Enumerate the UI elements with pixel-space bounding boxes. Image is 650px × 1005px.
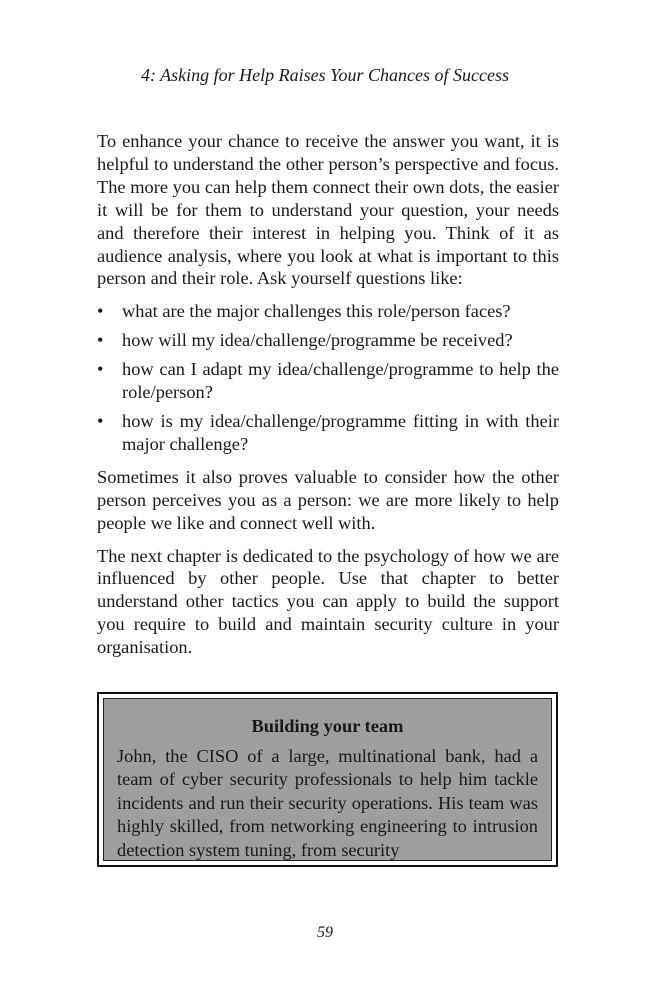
case-study-box (97, 692, 558, 867)
case-study-text: John, the CISO of a large, multinational bank, had a team of cyber security professionals to help him tackle incidents and run their security operations. His team was highly skilled, from networking engineering to intrusion detection system tuning, from security (117, 745, 538, 860)
list-item (97, 300, 559, 323)
list-item-text: how can I adapt my idea/challenge/programme to help the role/person? (122, 359, 559, 403)
paragraph-next-chapter: The next chapter is dedicated to the psychology of how we are influenced by other people. Use that chapter to better understand other tactics you can apply to build the support you require to build and maintain security culture in your organisation. (97, 545, 559, 658)
paragraph-intro: To enhance your chance to receive the answer you want, it is helpful to understand the other person’s perspective and focus. The more you can help them connect their own dots, the easier it will be for them to understand your question, your needs and therefore their interest in helping you. Think of it as audience analysis, where you look at what is important to this person and their role. Ask yourself questions like: (97, 131, 559, 289)
bullet-icon: • (97, 359, 104, 380)
case-study-title: Building your team (251, 716, 404, 736)
bullet-icon: • (97, 330, 104, 351)
running-header: 4: Asking for Help Raises Your Chances of Success (141, 65, 509, 85)
list-item (97, 329, 559, 352)
paragraph-perception: Sometimes it also proves valuable to consider how the other person perceives you as a person: we are more likely to help people we like and connect well with. (97, 466, 559, 533)
list-item-text: what are the major challenges this role/person faces? (122, 301, 511, 322)
main-text (97, 130, 559, 669)
list-item-text: how will my idea/challenge/programme be received? (122, 330, 513, 351)
list-item-text: how is my idea/challenge/programme fitting in with their major challenge? (122, 410, 559, 454)
page-number: 59 (317, 924, 333, 941)
bullet-icon: • (97, 410, 104, 431)
question-list (97, 300, 559, 455)
bullet-icon: • (97, 301, 104, 322)
list-item (97, 410, 559, 456)
list-item (97, 358, 559, 404)
case-study-panel (103, 698, 552, 861)
